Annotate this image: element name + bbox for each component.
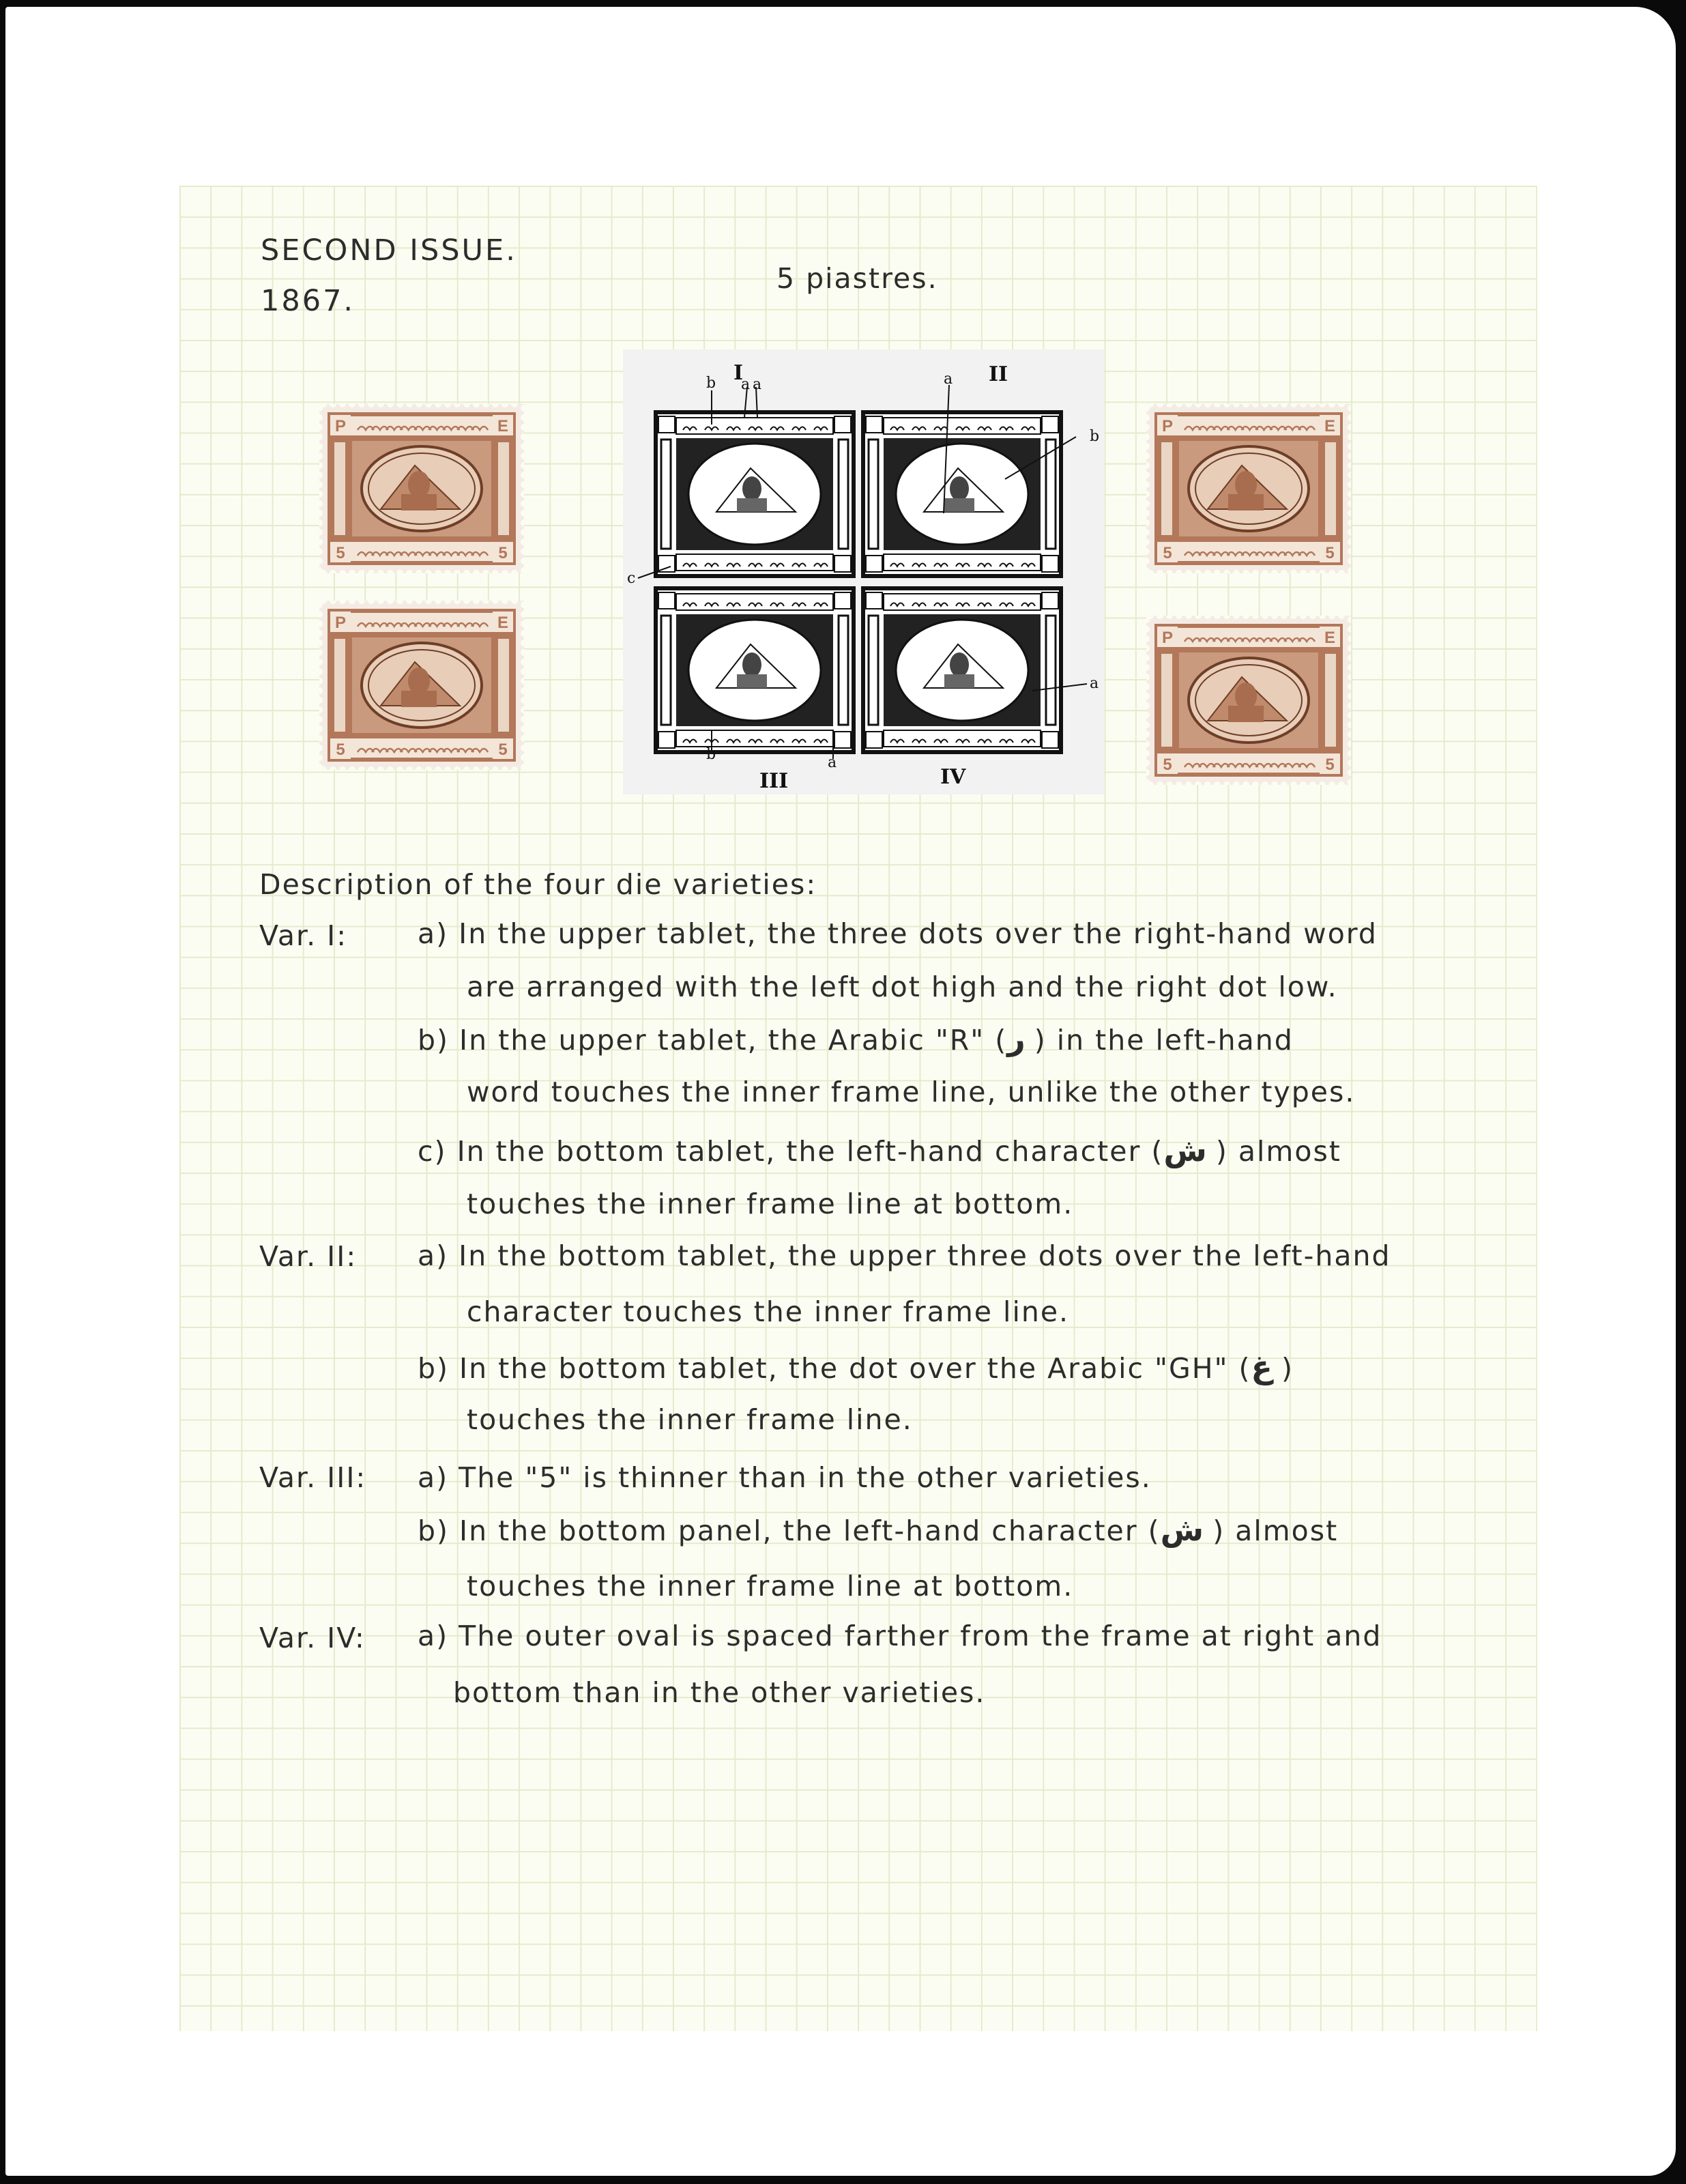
svg-text:5: 5 <box>498 544 508 562</box>
svg-text:b: b <box>706 375 716 392</box>
issue-year: 1867. <box>261 284 355 318</box>
var4-label: Var. IV: <box>259 1622 366 1654</box>
die-varieties-diagram <box>623 349 1104 794</box>
var1-label: Var. I: <box>259 919 348 952</box>
var1-a-line2: are arranged with the left dot high and the right dot low. <box>467 971 1338 1003</box>
svg-text:5: 5 <box>1325 756 1335 774</box>
svg-text:P: P <box>334 417 347 435</box>
var2-a-line2: character touches the inner frame line. <box>467 1295 1070 1328</box>
svg-text:E: E <box>497 614 509 632</box>
roman-label-i: I <box>733 361 744 385</box>
var4-a-line1: a) The outer oval is spaced farther from the frame at right and <box>418 1620 1382 1652</box>
svg-text:a: a <box>741 376 751 393</box>
svg-text:c: c <box>627 570 636 587</box>
arabic-gh-char: غ <box>1251 1349 1273 1385</box>
svg-text:b: b <box>706 746 716 763</box>
var2-label: Var. II: <box>259 1240 358 1273</box>
issue-title: SECOND ISSUE. <box>261 233 517 268</box>
var1-c-line2: touches the inner frame line at bottom. <box>467 1188 1074 1220</box>
svg-text:a: a <box>828 754 837 771</box>
svg-text:5: 5 <box>336 741 345 759</box>
var3-b-line1: b) In the bottom panel, the left-hand character (ش ) almost <box>418 1511 1339 1548</box>
svg-text:a: a <box>753 376 762 393</box>
var2-a-line1: a) In the bottom tablet, the upper three dots over the left-hand <box>418 1239 1391 1272</box>
var4-a-line2: bottom than in the other varieties. <box>453 1676 986 1709</box>
svg-text:a: a <box>1090 675 1099 692</box>
roman-label-iii: III <box>759 769 789 793</box>
var3-a-line1: a) The "5" is thinner than in the other varieties. <box>418 1461 1152 1494</box>
stamp-top-left <box>319 404 524 573</box>
arabic-sh-char: ش <box>1160 1511 1204 1548</box>
roman-label-ii: II <box>989 362 1008 386</box>
svg-text:5: 5 <box>498 741 508 759</box>
svg-text:a: a <box>944 371 953 388</box>
var2-b-line1: b) In the bottom tablet, the dot over the Arabic "GH" (غ ) <box>418 1349 1294 1385</box>
arabic-r-char: ر <box>1007 1020 1026 1057</box>
svg-text:5: 5 <box>1163 544 1172 562</box>
svg-text:P: P <box>334 614 347 632</box>
svg-text:P: P <box>1161 629 1174 647</box>
var1-a-line1: a) In the upper tablet, the three dots over the right-hand word <box>418 917 1378 950</box>
svg-text:E: E <box>497 417 509 435</box>
denomination-title: 5 piastres. <box>776 262 938 295</box>
roman-label-iv: IV <box>940 765 966 789</box>
var1-b-line1: b) In the upper tablet, the Arabic "R" (ر ) in the left-hand <box>418 1020 1294 1057</box>
stamp-top-right <box>1146 404 1351 573</box>
svg-text:b: b <box>1090 428 1100 445</box>
var1-b-line2: word touches the inner frame line, unlike the other types. <box>467 1076 1356 1108</box>
svg-text:P: P <box>1161 417 1174 435</box>
var3-label: Var. III: <box>259 1461 367 1494</box>
svg-text:E: E <box>1324 417 1336 435</box>
var1-c-line1: c) In the bottom tablet, the left-hand character (ش ) almost <box>418 1132 1341 1168</box>
stamp-bottom-right <box>1146 616 1351 785</box>
svg-text:5: 5 <box>1163 756 1172 774</box>
svg-text:5: 5 <box>336 544 345 562</box>
description-heading: Description of the four die varieties: <box>259 868 817 901</box>
var3-b-line2: touches the inner frame line at bottom. <box>467 1570 1074 1603</box>
var2-b-line2: touches the inner frame line. <box>467 1403 913 1436</box>
svg-text:E: E <box>1324 629 1336 647</box>
arabic-sh-char: ش <box>1163 1132 1207 1168</box>
album-page <box>5 7 1676 2176</box>
stamp-bottom-left <box>319 601 524 770</box>
svg-text:5: 5 <box>1325 544 1335 562</box>
